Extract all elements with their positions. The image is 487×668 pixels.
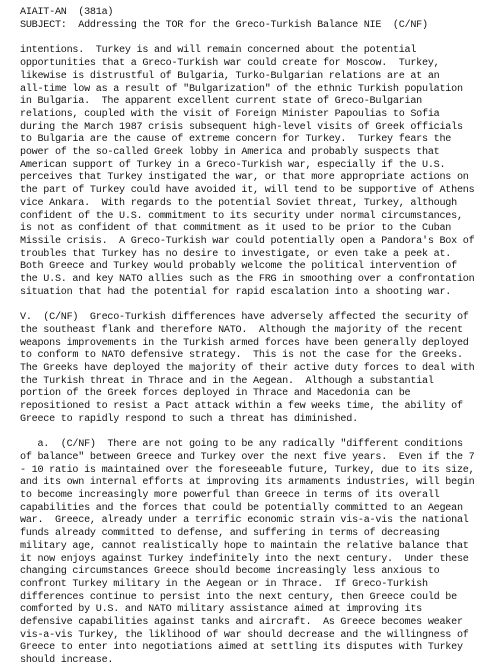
- text-line: opportunities that a Greco-Turkish war could create for Moscow. Turkey,: [20, 58, 440, 70]
- text-line: funds already committed to defense, and suffering in terms of decreasing: [20, 528, 440, 540]
- text-line: to conform to NATO defensive strategy. This is not the case for the Greeks.: [20, 350, 463, 362]
- document-reference: AIAIT-AN (381a): [20, 7, 114, 18]
- text-line: all-time low as a result of "Bulgarization" of the ethnic Turkish population: [20, 83, 463, 95]
- text-line: comforted by U.S. and NATO military assistance aimed at improving its: [20, 604, 422, 616]
- text-line: Missile crisis. A Greco-Turkish war could potentially open a Pandora's Box of: [20, 235, 475, 247]
- text-line: weapons improvements in the Turkish armed forces have been generally deployed: [20, 337, 469, 349]
- text-line: American support of Turkey in a Greco-Turkish war, especially if the U.S.: [20, 159, 446, 171]
- text-line: the part of Turkey could have avoided it, will tend to be supportive of Athens: [20, 185, 475, 197]
- text-line: war. Greece, already under a terrific economic strain vis-a-vis the national: [20, 515, 469, 527]
- text-line: V. (C/NF) Greco-Turkish differences have adversely affected the security of: [20, 312, 469, 324]
- text-line: military age, cannot realistically hope to maintain the relative balance that: [20, 540, 469, 552]
- text-line: of balance" between Greece and Turkey over the next five years. Even if the 7: [20, 451, 475, 463]
- text-line: differences continue to persist into the next century, then Greece could be: [20, 591, 457, 603]
- text-line: and its own internal efforts at improving its armaments industries, will begin: [20, 477, 475, 489]
- text-line: changing circumstances Greece should become increasingly less anxious to: [20, 566, 440, 578]
- text-line: Both Greece and Turkey would probably welcome the political intervention of: [20, 261, 457, 273]
- text-line: vis-a-vis Turkey, the liklihood of war should decrease and the willingness of: [20, 629, 469, 641]
- text-line: perceives that Turkey instigated the war, or that more appropriate actions on: [20, 172, 469, 184]
- text-line: in Bulgaria. The apparent excellent current state of Greco-Bulgarian: [20, 96, 422, 108]
- text-line: during the March 1987 crisis subsequent high-level visits of Greek officials: [20, 121, 463, 133]
- text-line: The Greeks have deployed the majority of their active duty forces to deal with: [20, 362, 475, 374]
- text-line: portion of the Greek forces deployed in Thrace and Macedonia can be: [20, 388, 411, 400]
- text-line: likewise is distrustful of Bulgaria, Turko-Bulgarian relations are at an: [20, 70, 440, 82]
- paragraph-section-v: [20, 312, 475, 426]
- text-line: should increase.: [20, 655, 114, 667]
- text-line: intentions. Turkey is and will remain concerned about the potential: [20, 45, 417, 57]
- paragraph-gap: [20, 426, 471, 439]
- text-line: the southeast flank and therefore NATO. Although the majority of the recent: [20, 324, 463, 336]
- text-line: power of the so-called Greek lobby in America and probably suspects that: [20, 147, 440, 159]
- text-line: capabilities and the forces that could be potentially committed to an Aegean: [20, 502, 463, 514]
- text-line: to become increasingly more powerful than Greece in terms of its overall: [20, 489, 440, 501]
- text-line: repositioned to resist a Pact attack within a few weeks time, the ability of: [20, 401, 463, 413]
- text-line: it now enjoys against Turkey indefinitely into the next century. Under these: [20, 553, 469, 565]
- text-line: confront Turkey military in the Aegean or in Thrace. If Greco-Turkish: [20, 578, 428, 590]
- text-line: defensive capabilities against tanks and aircraft. As Greece becomes weaker: [20, 617, 463, 629]
- text-line: Greece to enter into negotiations aimed at settling its disputes with Turkey: [20, 642, 463, 654]
- text-line: situation that had the potential for rapid escalation into a shooting war.: [20, 286, 452, 298]
- text-line: relations, coupled with the visit of Foreign Minister Papoulias to Sofia: [20, 108, 440, 120]
- paragraph-section-v-a: [20, 439, 475, 668]
- text-line: to Bulgaria are the cause of extreme concern for Turkey. Turkey fears the: [20, 134, 452, 146]
- text-line: is not as confident of that commitment as it used to be prior to the Cuban: [20, 223, 452, 235]
- text-line: the U.S. and key NATO allies such as the FRG in smoothing over a confrontation: [20, 274, 475, 286]
- text-line: troubles that Turkey has no desire to investigate, or even take a peek at.: [20, 248, 452, 260]
- text-line: - 10 ratio is maintained over the foreseeable future, Turkey, due to its size,: [20, 464, 475, 476]
- text-line: confident of the U.S. commitment to its security under normal circumstances,: [20, 210, 463, 222]
- paragraph-intro: [20, 45, 475, 299]
- text-line: Greece to rapidly respond to such a threat has diminished.: [20, 413, 358, 425]
- paragraph-gap: [20, 299, 471, 312]
- text-line: a. (C/NF) There are not going to be any radically "different conditions: [20, 439, 463, 451]
- subject-line: SUBJECT: Addressing the TOR for the Greco-Turkish Balance NIE (C/NF): [20, 19, 428, 31]
- memo-header: [20, 7, 471, 32]
- text-line: the Turkish threat in Thrace and in the Aegean. Although a substantial: [20, 375, 434, 387]
- text-line: vice Ankara. With regards to the potential Soviet threat, Turkey, although: [20, 197, 457, 209]
